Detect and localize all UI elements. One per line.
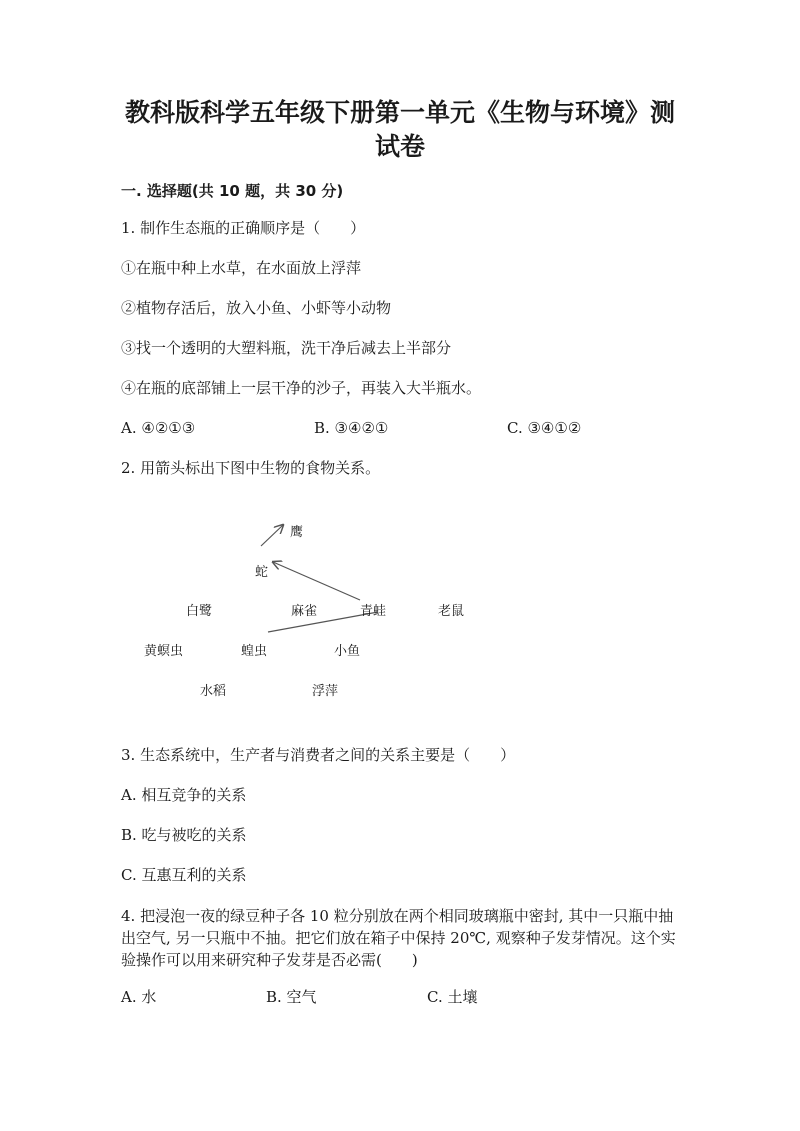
q4-stem: 4. 把浸泡一夜的绿豆种子各 10 粒分别放在两个相同玻璃瓶中密封, 其中一只瓶中抽出空气, 另一只瓶中不抽。把它们放在箱子中保持 20℃, 观察种子发芽情况。这个实验操作可以用来研究种子发芽是否必需( ) <box>121 907 676 969</box>
q1-step: ①在瓶中种上水草，在水面放上浮萍 <box>121 259 362 277</box>
label-rice: 水稻 <box>200 684 227 699</box>
label-fish: 小鱼 <box>334 644 361 659</box>
q1-option-c[interactable]: C. ③④①② <box>507 419 582 437</box>
label-mouse: 老鼠 <box>438 604 465 619</box>
label-sparrow: 麻雀 <box>291 604 318 619</box>
label-snake: 蛇 <box>255 565 269 580</box>
food-web-diagram <box>130 505 490 705</box>
q1-step: ③找一个透明的大塑料瓶，洗干净后减去上半部分 <box>121 339 452 357</box>
q4-option-c[interactable]: C. 土壤 <box>427 988 478 1006</box>
q1-step: ②植物存活后，放入小鱼、小虾等小动物 <box>121 299 392 317</box>
q3-option-b[interactable]: B. 吃与被吃的关系 <box>121 826 247 844</box>
page-title: 教科版科学五年级下册第一单元《生物与环境》测试卷 <box>124 98 675 161</box>
q3-option-c[interactable]: C. 互惠互利的关系 <box>121 866 247 884</box>
q3-stem: 3. 生态系统中，生产者与消费者之间的关系主要是（ ） <box>121 746 516 764</box>
label-egret: 白鹭 <box>186 604 213 619</box>
label-eagle: 鹰 <box>290 525 304 540</box>
section-heading-choice: 一. 选择题(共 10 题，共 30 分) <box>121 182 344 200</box>
q2-stem: 2. 用箭头标出下图中生物的食物关系。 <box>121 459 381 477</box>
label-planthopper: 黄螟虫 <box>144 644 184 659</box>
label-locust: 蝗虫 <box>241 644 268 659</box>
q4-option-b[interactable]: B. 空气 <box>266 988 317 1006</box>
arrow-snake-to-eagle <box>261 525 283 546</box>
q4-option-a[interactable]: A. 水 <box>121 988 157 1006</box>
q1-option-b[interactable]: B. ③④②① <box>314 419 389 437</box>
label-duckweed: 浮萍 <box>312 684 339 699</box>
q3-option-a[interactable]: A. 相互竞争的关系 <box>121 786 247 804</box>
q1-step: ④在瓶的底部铺上一层干净的沙子，再装入大半瓶水。 <box>121 379 482 397</box>
q1-stem: 1. 制作生态瓶的正确顺序是（ ） <box>121 219 366 237</box>
arrow-frog-to-snake <box>273 562 360 600</box>
label-frog: 青蛙 <box>360 604 387 619</box>
q1-option-a[interactable]: A. ④②①③ <box>121 419 196 437</box>
